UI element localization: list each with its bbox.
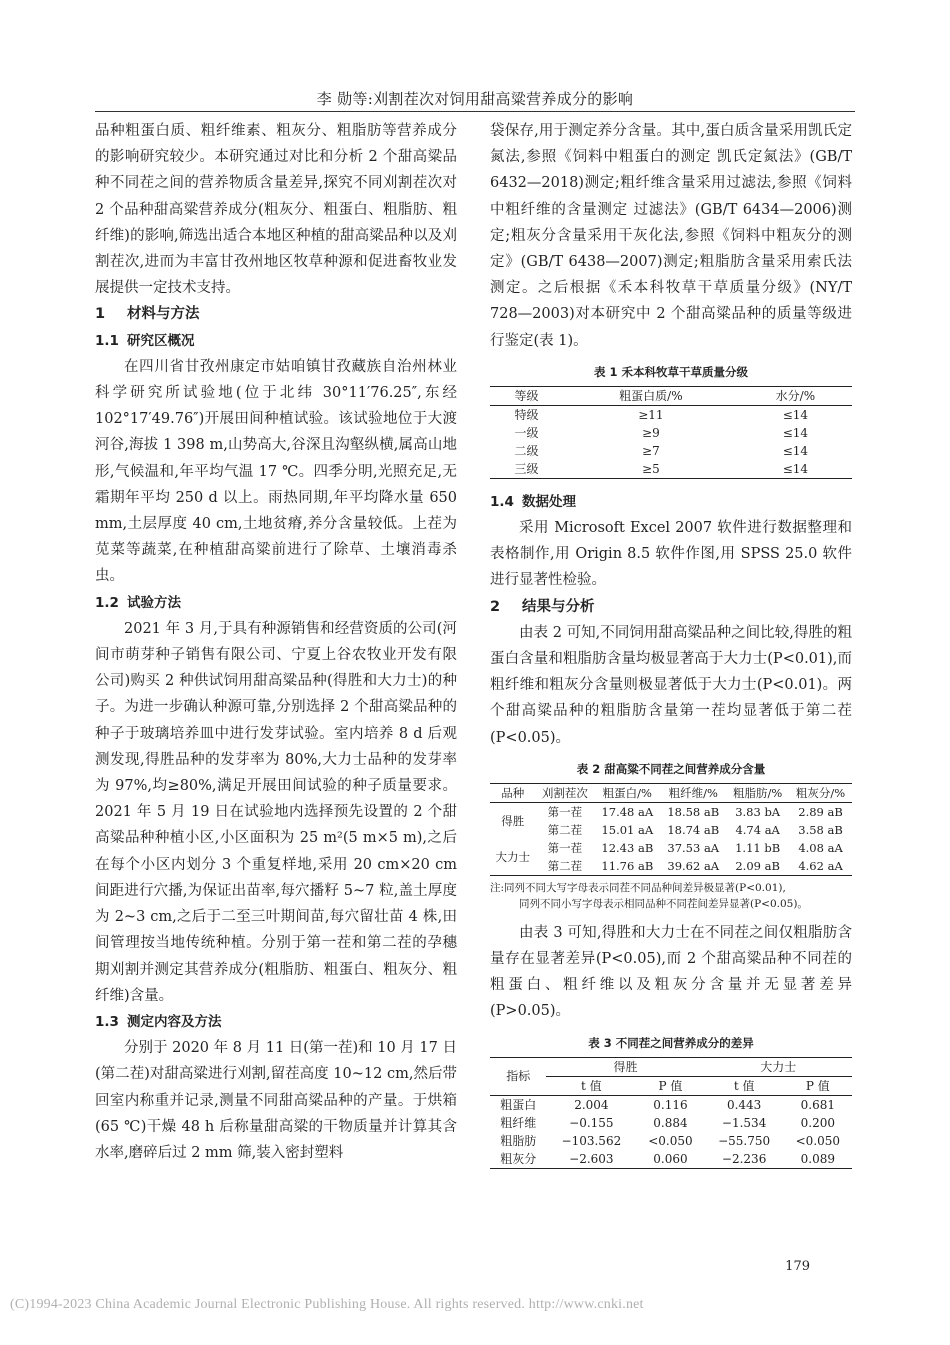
table-row bbox=[490, 405, 852, 424]
section-1-1-heading bbox=[95, 328, 457, 354]
table-header-cell: 粗脂肪/% bbox=[733, 785, 783, 800]
section-number: 1.2 bbox=[95, 594, 119, 611]
table-cell: −103.562 bbox=[561, 1133, 622, 1148]
table-header-cell: 粗纤维/% bbox=[668, 785, 718, 800]
table-cell: 15.01 aA bbox=[601, 822, 654, 837]
table-cell: ≤14 bbox=[782, 407, 809, 422]
intro-paragraph: 品种粗蛋白质、粗纤维素、粗灰分、粗脂肪等营养成分的影响研究较少。本研究通过对比和分析 2 个甜高粱品种不同茬之间的营养物质含量差异,探究不同刈割茬次对 2 个品种甜高粱营养成分(粗灰分、粗蛋白、粗脂肪、粗纤维)的影响,筛选出适合本地区种植的甜高粱品种以及刈割茬次,进而为丰富甘孜州地区牧草种源和促进畜牧业发展提供一定技术支持。 bbox=[95, 123, 457, 297]
table-header-cell: 指标 bbox=[506, 1069, 531, 1084]
right-column bbox=[490, 118, 852, 1169]
table-cell: 0.443 bbox=[726, 1097, 762, 1112]
table-cell: 0.884 bbox=[653, 1115, 688, 1130]
table-header-cell: P 值 bbox=[805, 1078, 830, 1093]
table-row bbox=[490, 1150, 852, 1169]
table-cell: ≥11 bbox=[638, 407, 664, 422]
table-cell: 粗纤维 bbox=[500, 1115, 537, 1130]
table-cell: 第二茬 bbox=[547, 858, 583, 873]
table-cell: 粗蛋白 bbox=[500, 1097, 537, 1112]
table-cell: 18.74 aB bbox=[667, 822, 720, 837]
table-row bbox=[490, 857, 852, 876]
table-cell: 12.43 aB bbox=[601, 840, 654, 855]
table-header-cell: P 值 bbox=[658, 1078, 683, 1093]
table-cell: 4.74 aA bbox=[735, 822, 780, 837]
table-cell: ≤14 bbox=[782, 425, 809, 440]
measurement-paragraph-cont: 袋保存,用于测定养分含量。其中,蛋白质含量采用凯氏定氮法,参照《饲料中粗蛋白的测定 凯氏定氮法》(GB/T 6432—2018)测定;粗纤维含量采用过滤法,参照《饲料中粗纤维的含量测定 过滤法》(GB/T 6434—2006)测定;粗灰分含量采用干灰化法,参照《饲料中粗灰分的测定》(GB/T 6438—2007)测定;粗脂肪含量采用索氏法测定。之后根据《禾本科牧草干草质量分级》(NY/T 728—2003)对本研究中 2 个甜高粱品种的质量等级进行鉴定(表 1)。 bbox=[490, 123, 852, 349]
section-title: 研究区概况 bbox=[127, 332, 195, 349]
table-header-row bbox=[490, 783, 852, 802]
section-title: 测定内容及方法 bbox=[127, 1013, 222, 1030]
table-row bbox=[490, 442, 852, 460]
table-cell: 4.08 aA bbox=[798, 840, 843, 855]
table-cell: 4.62 aA bbox=[798, 858, 843, 873]
running-header: 李 勋等:刈割茬次对饲用甜高粱营养成分的影响 bbox=[316, 90, 634, 108]
table-header-cell: 粗蛋白/% bbox=[602, 785, 652, 800]
results-paragraph-2: 由表 3 可知,得胜和大力士在不同茬之间仅粗脂肪含量存在显著差异(P<0.05),而 2 个甜高粱品种不同茬的粗蛋白、粗纤维以及粗灰分含量并无显著差异(P>0.05)。 bbox=[490, 924, 852, 1020]
section-1-heading bbox=[95, 301, 457, 327]
table-header-cell: t 值 bbox=[733, 1078, 755, 1093]
table-cell: 0.200 bbox=[800, 1115, 836, 1130]
table-header-row bbox=[490, 386, 852, 405]
table-3 bbox=[490, 1057, 852, 1169]
table-header-group: 大力士 bbox=[705, 1057, 852, 1076]
table-header-row bbox=[490, 1057, 852, 1076]
section-number: 1.1 bbox=[95, 332, 119, 349]
table-cell: <0.050 bbox=[648, 1133, 693, 1148]
table-1-caption: 表 1 禾本科牧草干草质量分级 bbox=[593, 364, 748, 379]
table-header-cell: 粗灰分/% bbox=[795, 785, 846, 800]
table-cell: 39.62 aA bbox=[667, 858, 720, 873]
table-2 bbox=[490, 783, 852, 876]
table-note-line: 同列不同小写字母表示相同品种不同茬间差异显著(P<0.05)。 bbox=[519, 897, 808, 910]
table-cell: 3.58 aB bbox=[798, 822, 843, 837]
table-cell: 0.060 bbox=[653, 1151, 688, 1166]
table-header-cell: 等级 bbox=[514, 388, 539, 403]
table-cell-variety: 大力士 bbox=[495, 849, 530, 864]
table-cell: −55.750 bbox=[718, 1133, 771, 1148]
table-header-cell: 水分/% bbox=[775, 388, 816, 403]
table-cell: 粗灰分 bbox=[500, 1151, 537, 1166]
section-title: 数据处理 bbox=[522, 493, 576, 510]
table-cell: −2.236 bbox=[721, 1151, 767, 1166]
table-cell: 二级 bbox=[514, 443, 539, 458]
table-cell: 37.53 aA bbox=[667, 840, 720, 855]
section-1-3-heading bbox=[95, 1009, 457, 1035]
table-cell: −2.603 bbox=[569, 1151, 614, 1166]
table-note-line: 注:同列不同大写字母表示同茬不同品种间差异极显著(P<0.01), bbox=[490, 881, 786, 894]
table-1 bbox=[490, 386, 852, 479]
section-title: 试验方法 bbox=[127, 594, 181, 611]
section-title: 结果与分析 bbox=[522, 598, 595, 615]
table-cell: 2.004 bbox=[574, 1097, 609, 1112]
table-2-caption: 表 2 甜高粱不同茬之间营养成分含量 bbox=[576, 761, 766, 776]
table-cell: 17.48 aA bbox=[601, 804, 654, 819]
table-2-note bbox=[490, 880, 852, 912]
table-row bbox=[490, 460, 852, 479]
table-cell: ≤14 bbox=[782, 443, 809, 458]
table-cell: 1.11 bB bbox=[735, 840, 781, 855]
table-row bbox=[490, 839, 852, 857]
table-cell: 第一茬 bbox=[547, 840, 583, 855]
table-cell: 三级 bbox=[514, 461, 539, 476]
measurement-paragraph: 分别于 2020 年 8 月 11 日(第一茬)和 10 月 17 日(第二茬)对甜高粱进行刈割,留茬高度 10~12 cm,然后带回室内称重并记录,测量不同甜高粱品种的产量。于烘箱(65 ℃)干燥 48 h 后称量甜高粱的干物质量并计算其含水率,磨碎后过 2 mm 筛,装入密封塑料 bbox=[95, 1040, 457, 1161]
section-number: 1.3 bbox=[95, 1013, 119, 1030]
table-header-cell: 刈割茬次 bbox=[541, 785, 588, 800]
table-cell: 特级 bbox=[514, 407, 539, 422]
section-number: 2 bbox=[490, 598, 501, 615]
table-cell: −0.155 bbox=[569, 1115, 614, 1130]
copyright-footer: (C)1994-2023 China Academic Journal Electronic Publishing House. All rights reserved. http://www.cnki.net bbox=[10, 1297, 644, 1312]
section-number: 1.4 bbox=[490, 493, 514, 510]
table-cell: ≥9 bbox=[642, 425, 660, 440]
table-cell-variety: 得胜 bbox=[501, 813, 525, 828]
table-header-cell: 粗蛋白质/% bbox=[619, 388, 683, 403]
table-row bbox=[490, 424, 852, 442]
table-row bbox=[490, 821, 852, 839]
table-row bbox=[490, 1132, 852, 1150]
study-area-paragraph: 在四川省甘孜州康定市姑咱镇甘孜藏族自治州林业科学研究所试验地(位于北纬 30°11′76.25″,东经 102°17′49.76″)开展田间种植试验。该试验地位于大渡河谷,海拔 1 398 m,山势高大,谷深且沟壑纵横,属高山地形,气候温和,年平均气温 17 ℃。四季分明,光照充足,无霜期年平均 250 d 以上。雨热同期,年平均降水量 650 mm,土层厚度 40 cm,土地贫瘠,养分含量较低。上茬为苋菜等蔬菜,在种植甜高粱前进行了除草、土壤消毒杀虫。 bbox=[95, 358, 457, 585]
table-cell: 18.58 aB bbox=[667, 804, 720, 819]
table-cell: 第二茬 bbox=[547, 822, 583, 837]
table-cell: 2.89 aB bbox=[798, 804, 843, 819]
table-cell: <0.050 bbox=[795, 1133, 841, 1148]
table-3-caption: 表 3 不同茬之间营养成分的差异 bbox=[588, 1035, 754, 1050]
table-cell: 第一茬 bbox=[547, 804, 583, 819]
section-number: 1 bbox=[95, 306, 106, 323]
table-cell: ≥7 bbox=[642, 443, 660, 458]
table-cell: 3.83 bA bbox=[735, 804, 781, 819]
table-cell: 11.76 aB bbox=[601, 858, 654, 873]
table-cell: 粗脂肪 bbox=[500, 1133, 537, 1148]
table-cell: 0.116 bbox=[653, 1097, 688, 1112]
results-paragraph-1: 由表 2 可知,不同饲用甜高粱品种之间比较,得胜的粗蛋白含量和粗脂肪含量均极显著高于大力士(P<0.01),而粗纤维和粗灰分含量则极显著低于大力士(P<0.01)。两个甜高粱品种的粗脂肪含量第一茬均显著低于第二茬(P<0.05)。 bbox=[490, 624, 852, 746]
table-cell: −1.534 bbox=[721, 1115, 767, 1130]
table-header-cell: t 值 bbox=[581, 1078, 602, 1093]
page-number: 179 bbox=[785, 1259, 810, 1274]
data-processing-paragraph: 采用 Microsoft Excel 2007 软件进行数据整理和表格制作,用 Origin 8.5 软件作图,用 SPSS 25.0 软件进行显著性检验。 bbox=[490, 520, 852, 589]
table-row bbox=[490, 1114, 852, 1132]
section-2-heading bbox=[490, 594, 852, 620]
table-cell: 0.681 bbox=[800, 1097, 836, 1112]
table-cell: ≤14 bbox=[782, 461, 809, 476]
methods-paragraph: 2021 年 3 月,于具有种源销售和经营资质的公司(河间市萌芽种子销售有限公司、宁夏上谷农牧业开发有限公司)购买 2 种供试饲用甜高粱品种(得胜和大力士)的种子。为进一步确认种源可靠,分别选择 2 个甜高粱品种的种子于玻璃培养皿中进行发芽试验。室内培养 8 d 后观测发现,得胜品种的发芽率为 80%,大力士品种的发芽率为 97%,均≥80%,满足开展田间试验的种子质量要求。2021 年 5 月 19 日在试验地内选择预先设置的 2 个甜高粱品种种植小区,小区面积为 25 m²(5 m×5 m),之后在每个小区内划分 3 个重复样地,采用 20 cm×20 cm 间距进行穴播,为保证出苗率,每穴播籽 5~7 粒,盖土厚度为 2~3 cm,之后于二至三叶期间苗,每穴留壮苗 4 株,田间管理按当地传统种植。分别于第一茬和第二茬的孕穗期刈割并测定其营养成分(粗脂肪、粗蛋白、粗灰分、粗纤维)含量。 bbox=[95, 620, 457, 1004]
table-row bbox=[490, 1095, 852, 1114]
table-header-group: 得胜 bbox=[546, 1057, 704, 1076]
section-title: 材料与方法 bbox=[127, 306, 200, 323]
left-column bbox=[95, 118, 457, 1166]
header-rule bbox=[95, 111, 855, 112]
table-row bbox=[490, 802, 852, 821]
section-1-2-heading bbox=[95, 590, 457, 616]
section-1-4-heading bbox=[490, 489, 852, 515]
table-cell: 2.09 aB bbox=[735, 858, 780, 873]
table-cell: 0.089 bbox=[800, 1151, 836, 1166]
table-header-cell: 品种 bbox=[501, 785, 525, 800]
table-cell: 一级 bbox=[514, 425, 539, 440]
table-cell: ≥5 bbox=[642, 461, 660, 476]
